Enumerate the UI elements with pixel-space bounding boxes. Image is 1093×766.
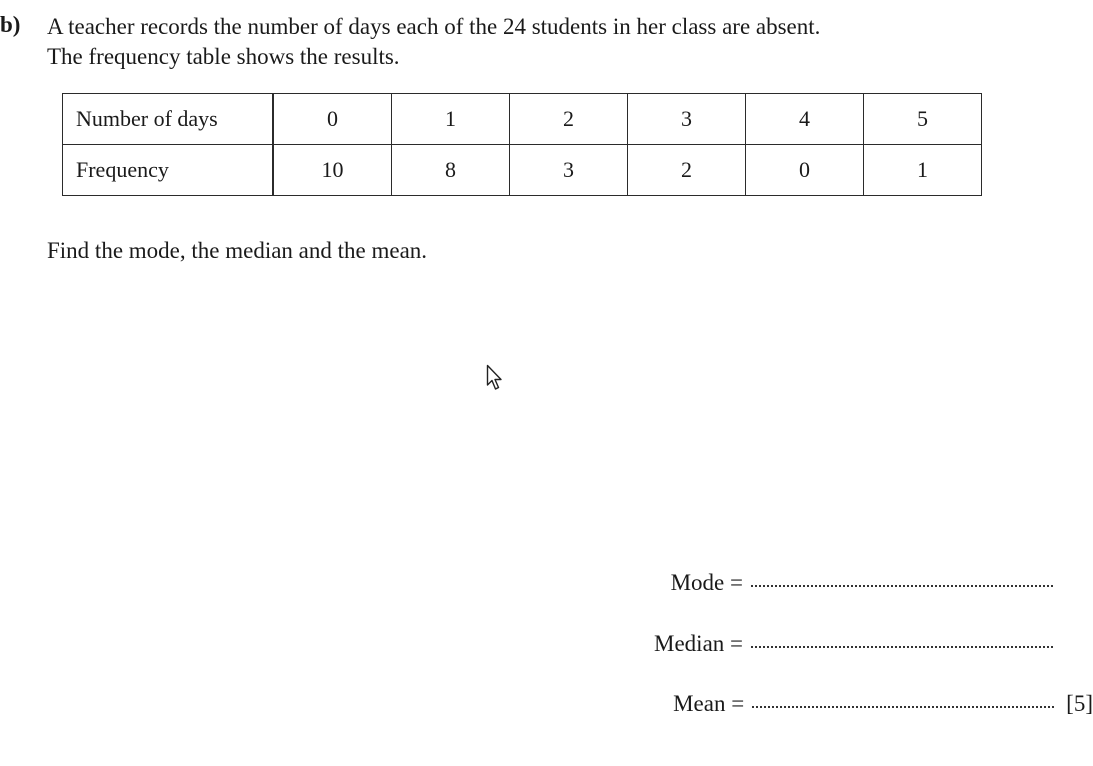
frequency-cell: 2 (628, 145, 746, 196)
mean-answer-line (673, 691, 1093, 717)
mode-label: Mode = (670, 570, 743, 595)
days-cell: 4 (746, 94, 864, 145)
frequency-cell: 0 (746, 145, 864, 196)
days-cell: 3 (628, 94, 746, 145)
frequency-cell: 10 (273, 145, 392, 196)
days-cell: 5 (864, 94, 982, 145)
question-label: b) (0, 12, 21, 37)
mode-answer-line (671, 570, 1053, 596)
frequency-cell: 8 (392, 145, 510, 196)
mean-answer-field[interactable] (752, 705, 1054, 708)
days-row (63, 94, 982, 145)
frequency-row (63, 145, 982, 196)
stem-line-1: A teacher records the number of days each of the 24 students in her class are absent. (47, 14, 821, 39)
mode-answer-field[interactable] (751, 584, 1053, 587)
frequency-table (62, 93, 982, 196)
stem-line-2: The frequency table shows the results. (47, 44, 400, 69)
days-cell: 1 (392, 94, 510, 145)
median-answer-line (654, 631, 1053, 657)
frequency-cell: 3 (510, 145, 628, 196)
row-header-days: Number of days (63, 94, 274, 145)
days-cell: 0 (273, 94, 392, 145)
days-cell: 2 (510, 94, 628, 145)
mouse-pointer-icon (486, 364, 504, 392)
instruction-text: Find the mode, the median and the mean. (47, 238, 428, 263)
median-label: Median = (654, 631, 743, 656)
median-answer-field[interactable] (751, 645, 1053, 648)
marks-indicator: [5] (1066, 691, 1093, 716)
mean-label: Mean = (673, 691, 745, 716)
row-header-frequency: Frequency (63, 145, 274, 196)
frequency-cell: 1 (864, 145, 982, 196)
question-stem (47, 12, 820, 72)
